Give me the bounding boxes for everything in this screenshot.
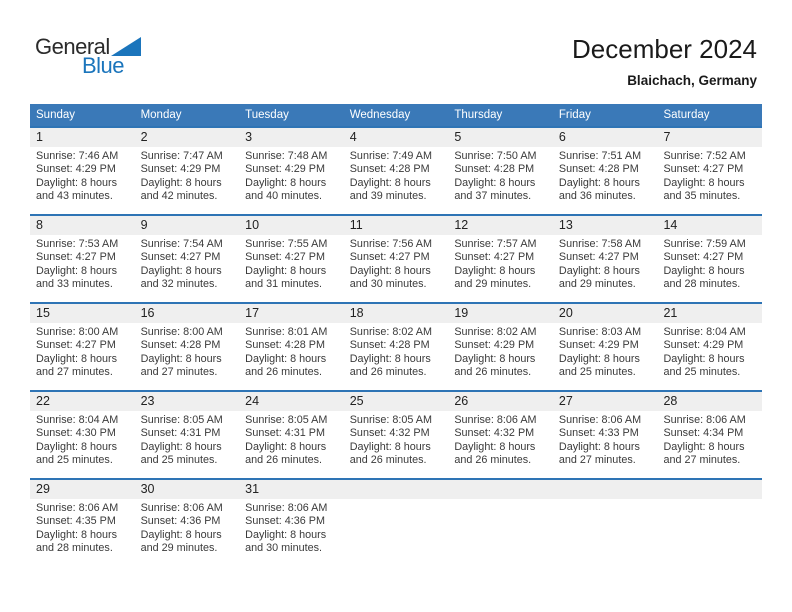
- day-details: [553, 235, 658, 292]
- day-number: 17: [239, 304, 344, 323]
- day-info-line: Sunrise: 7:47 AM: [140, 150, 223, 162]
- day-number: 15: [30, 304, 135, 323]
- day-number: [344, 480, 449, 499]
- day-info-line: Daylight: 8 hours: [245, 176, 327, 189]
- weekday-header-saturday: Saturday: [663, 109, 710, 121]
- day-info-line: Sunrise: 8:01 AM: [245, 326, 328, 338]
- day-info-line: Daylight: 8 hours: [245, 440, 327, 453]
- day-number: 25: [344, 392, 449, 411]
- day-number: [448, 480, 553, 499]
- day-cell-7: [657, 128, 762, 214]
- day-info-line: Sunset: 4:27 PM: [663, 251, 744, 264]
- calendar-table: [30, 104, 762, 566]
- day-number: 2: [135, 128, 240, 147]
- day-info-line: Daylight: 8 hours: [36, 528, 118, 541]
- day-info-line: Daylight: 8 hours: [140, 352, 222, 365]
- day-cell-26: [448, 392, 553, 478]
- day-cell-6: [553, 128, 658, 214]
- day-info-line: and 26 minutes.: [454, 454, 532, 467]
- day-info-line: and 31 minutes.: [245, 278, 322, 291]
- day-info-line: and 28 minutes.: [36, 542, 113, 555]
- day-info-line: Daylight: 8 hours: [245, 528, 327, 541]
- day-info-line: Daylight: 8 hours: [663, 264, 745, 277]
- day-number: 22: [30, 392, 135, 411]
- day-info-line: Sunset: 4:27 PM: [663, 163, 744, 176]
- week-row-3: [30, 302, 762, 390]
- general-blue-logo: [35, 36, 141, 76]
- day-cell-19: [448, 304, 553, 390]
- day-info-line: Sunrise: 7:55 AM: [245, 238, 328, 250]
- day-info-line: and 25 minutes.: [140, 454, 218, 467]
- day-cell-5: [448, 128, 553, 214]
- day-details: [553, 323, 658, 380]
- day-info-line: Daylight: 8 hours: [349, 176, 431, 189]
- day-number: 20: [553, 304, 658, 323]
- day-info-line: Sunset: 4:29 PM: [558, 339, 639, 352]
- day-info-line: Sunrise: 7:54 AM: [140, 238, 223, 250]
- day-info-line: Daylight: 8 hours: [36, 440, 118, 453]
- day-info-line: Sunset: 4:27 PM: [140, 251, 221, 264]
- day-info-line: Sunset: 4:29 PM: [245, 163, 325, 176]
- day-cell-10: [239, 216, 344, 302]
- day-info-line: Sunset: 4:33 PM: [558, 427, 639, 440]
- day-cell-28: [657, 392, 762, 478]
- day-cell-17: [239, 304, 344, 390]
- day-info-line: and 29 minutes.: [454, 278, 532, 291]
- week-row-4: [30, 390, 762, 478]
- day-details: [135, 235, 240, 292]
- day-details: [30, 499, 135, 556]
- page-title: December 2024: [572, 34, 757, 64]
- day-number: 19: [448, 304, 553, 323]
- day-info-line: Sunrise: 8:02 AM: [349, 326, 432, 338]
- day-info-line: and 26 minutes.: [454, 366, 532, 379]
- weekday-header-row: [30, 104, 762, 126]
- day-details: [344, 147, 449, 204]
- day-cell-15: [30, 304, 135, 390]
- day-info-line: Sunrise: 7:52 AM: [663, 150, 746, 162]
- day-info-line: Sunset: 4:36 PM: [245, 515, 325, 528]
- day-info-line: Sunset: 4:28 PM: [245, 339, 325, 352]
- day-info-line: Sunset: 4:29 PM: [454, 339, 535, 352]
- day-info-line: Daylight: 8 hours: [663, 176, 745, 189]
- day-info-line: Sunrise: 7:51 AM: [558, 150, 642, 162]
- day-number: 12: [448, 216, 553, 235]
- day-info-line: Daylight: 8 hours: [663, 352, 745, 365]
- day-number: 24: [239, 392, 344, 411]
- day-info-line: and 30 minutes.: [349, 278, 427, 291]
- day-info-line: Daylight: 8 hours: [36, 176, 118, 189]
- day-number: 3: [239, 128, 344, 147]
- day-info-line: Sunrise: 8:06 AM: [663, 414, 746, 426]
- day-info-line: and 39 minutes.: [349, 190, 427, 203]
- day-info-line: and 35 minutes.: [663, 190, 741, 203]
- day-info-line: and 29 minutes.: [140, 542, 218, 555]
- day-info-line: Sunrise: 8:03 AM: [558, 326, 642, 338]
- day-cell-31: [239, 480, 344, 566]
- day-details: [448, 323, 553, 380]
- day-info-line: Daylight: 8 hours: [349, 352, 431, 365]
- day-info-line: Sunset: 4:30 PM: [36, 427, 116, 440]
- day-info-line: Sunrise: 8:06 AM: [140, 502, 223, 514]
- day-cell-22: [30, 392, 135, 478]
- day-info-line: Daylight: 8 hours: [454, 440, 536, 453]
- day-details: [657, 323, 762, 380]
- day-info-line: Sunset: 4:31 PM: [140, 427, 221, 440]
- day-info-line: Sunrise: 8:06 AM: [245, 502, 328, 514]
- day-cell-2: [135, 128, 240, 214]
- day-info-line: Sunrise: 8:00 AM: [140, 326, 223, 338]
- day-info-line: Sunrise: 7:50 AM: [454, 150, 537, 162]
- day-info-line: Sunrise: 7:56 AM: [349, 238, 432, 250]
- week-row-5: [30, 478, 762, 566]
- day-number: 27: [553, 392, 658, 411]
- day-cell-21: [657, 304, 762, 390]
- day-cell-4: [344, 128, 449, 214]
- day-number: 5: [448, 128, 553, 147]
- day-details: [135, 499, 240, 556]
- day-details: [135, 411, 240, 468]
- empty-day-cell: [657, 480, 762, 566]
- logo-text-general: General: [35, 34, 110, 59]
- day-cell-18: [344, 304, 449, 390]
- day-cell-24: [239, 392, 344, 478]
- day-number: 1: [30, 128, 135, 147]
- day-number: 14: [657, 216, 762, 235]
- day-details: [30, 147, 135, 204]
- day-info-line: and 32 minutes.: [140, 278, 218, 291]
- day-details: [239, 323, 344, 380]
- day-details: [30, 323, 135, 380]
- day-info-line: Sunrise: 7:48 AM: [245, 150, 328, 162]
- logo-text-blue: Blue: [82, 53, 125, 78]
- day-info-line: and 40 minutes.: [245, 190, 322, 203]
- day-info-line: Sunrise: 7:46 AM: [36, 150, 119, 162]
- day-cell-9: [135, 216, 240, 302]
- day-info-line: Daylight: 8 hours: [558, 352, 640, 365]
- day-details: [30, 411, 135, 468]
- day-number: 4: [344, 128, 449, 147]
- day-details: [448, 235, 553, 292]
- day-info-line: Daylight: 8 hours: [140, 528, 222, 541]
- day-cell-29: [30, 480, 135, 566]
- day-info-line: Sunrise: 8:00 AM: [36, 326, 119, 338]
- day-info-line: Sunset: 4:28 PM: [454, 163, 535, 176]
- day-info-line: Daylight: 8 hours: [454, 264, 536, 277]
- day-info-line: Sunset: 4:27 PM: [245, 251, 325, 264]
- day-details: [239, 499, 344, 556]
- day-info-line: Sunrise: 7:49 AM: [349, 150, 432, 162]
- day-details: [239, 411, 344, 468]
- day-cell-12: [448, 216, 553, 302]
- day-info-line: Sunrise: 7:53 AM: [36, 238, 119, 250]
- empty-day-cell: [553, 480, 658, 566]
- day-number: 9: [135, 216, 240, 235]
- week-row-2: [30, 214, 762, 302]
- day-details: [553, 147, 658, 204]
- day-cell-16: [135, 304, 240, 390]
- day-info-line: Daylight: 8 hours: [454, 352, 536, 365]
- day-cell-23: [135, 392, 240, 478]
- day-info-line: and 28 minutes.: [663, 278, 741, 291]
- page-subtitle: Blaichach, Germany: [627, 73, 757, 88]
- day-info-line: and 27 minutes.: [663, 454, 741, 467]
- empty-day-cell: [448, 480, 553, 566]
- day-info-line: Sunset: 4:28 PM: [558, 163, 639, 176]
- empty-day-cell: [344, 480, 449, 566]
- day-info-line: Sunset: 4:27 PM: [36, 251, 116, 264]
- day-info-line: Sunrise: 8:05 AM: [349, 414, 432, 426]
- day-info-line: Sunset: 4:29 PM: [36, 163, 116, 176]
- day-info-line: and 42 minutes.: [140, 190, 218, 203]
- day-number: 28: [657, 392, 762, 411]
- day-info-line: Daylight: 8 hours: [140, 264, 222, 277]
- day-number: 31: [239, 480, 344, 499]
- day-cell-8: [30, 216, 135, 302]
- day-info-line: Sunrise: 8:06 AM: [36, 502, 119, 514]
- day-details: [344, 499, 449, 502]
- day-info-line: Sunrise: 8:04 AM: [36, 414, 119, 426]
- day-info-line: and 26 minutes.: [349, 454, 427, 467]
- day-number: [657, 480, 762, 499]
- day-cell-20: [553, 304, 658, 390]
- day-info-line: and 26 minutes.: [245, 366, 322, 379]
- day-number: 30: [135, 480, 240, 499]
- day-info-line: Sunrise: 8:05 AM: [140, 414, 223, 426]
- day-details: [239, 147, 344, 204]
- day-number: 11: [344, 216, 449, 235]
- day-cell-13: [553, 216, 658, 302]
- day-info-line: Sunrise: 8:04 AM: [663, 326, 746, 338]
- day-details: [239, 235, 344, 292]
- day-info-line: Sunset: 4:27 PM: [558, 251, 639, 264]
- day-number: 23: [135, 392, 240, 411]
- day-number: 7: [657, 128, 762, 147]
- day-details: [657, 147, 762, 204]
- day-info-line: Daylight: 8 hours: [36, 352, 118, 365]
- day-info-line: and 33 minutes.: [36, 278, 113, 291]
- day-number: 8: [30, 216, 135, 235]
- day-info-line: Daylight: 8 hours: [349, 264, 431, 277]
- day-cell-27: [553, 392, 658, 478]
- day-number: 16: [135, 304, 240, 323]
- day-number: 10: [239, 216, 344, 235]
- day-info-line: Daylight: 8 hours: [663, 440, 745, 453]
- day-details: [553, 499, 658, 502]
- day-details: [553, 411, 658, 468]
- day-info-line: Sunset: 4:31 PM: [245, 427, 325, 440]
- day-info-line: Daylight: 8 hours: [245, 264, 327, 277]
- day-info-line: Sunset: 4:35 PM: [36, 515, 116, 528]
- day-cell-3: [239, 128, 344, 214]
- day-info-line: and 25 minutes.: [558, 366, 636, 379]
- header-titles: [572, 34, 757, 88]
- day-info-line: Sunrise: 7:57 AM: [454, 238, 537, 250]
- day-info-line: and 25 minutes.: [663, 366, 741, 379]
- day-info-line: Daylight: 8 hours: [140, 440, 222, 453]
- day-info-line: Sunset: 4:34 PM: [663, 427, 744, 440]
- day-info-line: Sunset: 4:28 PM: [140, 339, 221, 352]
- day-info-line: Sunset: 4:27 PM: [36, 339, 116, 352]
- day-details: [657, 499, 762, 502]
- day-details: [344, 411, 449, 468]
- week-row-1: [30, 126, 762, 214]
- day-info-line: Sunrise: 8:02 AM: [454, 326, 537, 338]
- day-info-line: Daylight: 8 hours: [349, 440, 431, 453]
- day-details: [448, 411, 553, 468]
- day-info-line: and 26 minutes.: [349, 366, 427, 379]
- day-details: [448, 499, 553, 502]
- day-info-line: Sunset: 4:32 PM: [454, 427, 535, 440]
- day-info-line: Sunrise: 7:58 AM: [558, 238, 642, 250]
- day-number: [553, 480, 658, 499]
- day-info-line: Sunrise: 7:59 AM: [663, 238, 746, 250]
- day-details: [344, 235, 449, 292]
- weekday-header-sunday: Sunday: [36, 109, 76, 121]
- day-info-line: and 43 minutes.: [36, 190, 113, 203]
- weekday-header-thursday: Thursday: [454, 109, 503, 121]
- day-number: 13: [553, 216, 658, 235]
- day-info-line: Sunset: 4:28 PM: [349, 339, 430, 352]
- day-details: [344, 323, 449, 380]
- day-info-line: Sunrise: 8:06 AM: [558, 414, 642, 426]
- day-info-line: Sunset: 4:27 PM: [454, 251, 535, 264]
- day-details: [30, 235, 135, 292]
- day-details: [657, 235, 762, 292]
- day-info-line: Daylight: 8 hours: [140, 176, 222, 189]
- day-info-line: Daylight: 8 hours: [558, 264, 640, 277]
- day-info-line: Daylight: 8 hours: [454, 176, 536, 189]
- day-info-line: Daylight: 8 hours: [558, 440, 640, 453]
- day-info-line: and 29 minutes.: [558, 278, 636, 291]
- day-number: 21: [657, 304, 762, 323]
- day-details: [448, 147, 553, 204]
- weekday-header-wednesday: Wednesday: [349, 109, 411, 121]
- day-cell-30: [135, 480, 240, 566]
- day-info-line: Sunset: 4:29 PM: [140, 163, 221, 176]
- day-info-line: Sunset: 4:36 PM: [140, 515, 221, 528]
- day-cell-1: [30, 128, 135, 214]
- day-details: [135, 147, 240, 204]
- day-info-line: Daylight: 8 hours: [245, 352, 327, 365]
- day-number: 18: [344, 304, 449, 323]
- day-details: [135, 323, 240, 380]
- day-info-line: and 27 minutes.: [558, 454, 636, 467]
- day-number: 29: [30, 480, 135, 499]
- day-info-line: and 25 minutes.: [36, 454, 113, 467]
- weekday-header-monday: Monday: [140, 109, 182, 121]
- day-info-line: and 30 minutes.: [245, 542, 322, 555]
- day-info-line: Sunrise: 8:05 AM: [245, 414, 328, 426]
- day-info-line: and 26 minutes.: [245, 454, 322, 467]
- weekday-header-friday: Friday: [558, 109, 591, 121]
- day-info-line: Sunrise: 8:06 AM: [454, 414, 537, 426]
- day-info-line: Sunset: 4:27 PM: [349, 251, 430, 264]
- weekday-header-tuesday: Tuesday: [245, 109, 289, 121]
- day-info-line: and 27 minutes.: [140, 366, 218, 379]
- day-number: 26: [448, 392, 553, 411]
- day-info-line: Sunset: 4:32 PM: [349, 427, 430, 440]
- day-info-line: Sunset: 4:28 PM: [349, 163, 430, 176]
- day-info-line: and 36 minutes.: [558, 190, 636, 203]
- day-number: 6: [553, 128, 658, 147]
- day-info-line: Sunset: 4:29 PM: [663, 339, 744, 352]
- day-info-line: Daylight: 8 hours: [558, 176, 640, 189]
- day-cell-14: [657, 216, 762, 302]
- day-details: [657, 411, 762, 468]
- day-cell-11: [344, 216, 449, 302]
- day-info-line: and 37 minutes.: [454, 190, 532, 203]
- day-info-line: and 27 minutes.: [36, 366, 113, 379]
- day-info-line: Daylight: 8 hours: [36, 264, 118, 277]
- day-cell-25: [344, 392, 449, 478]
